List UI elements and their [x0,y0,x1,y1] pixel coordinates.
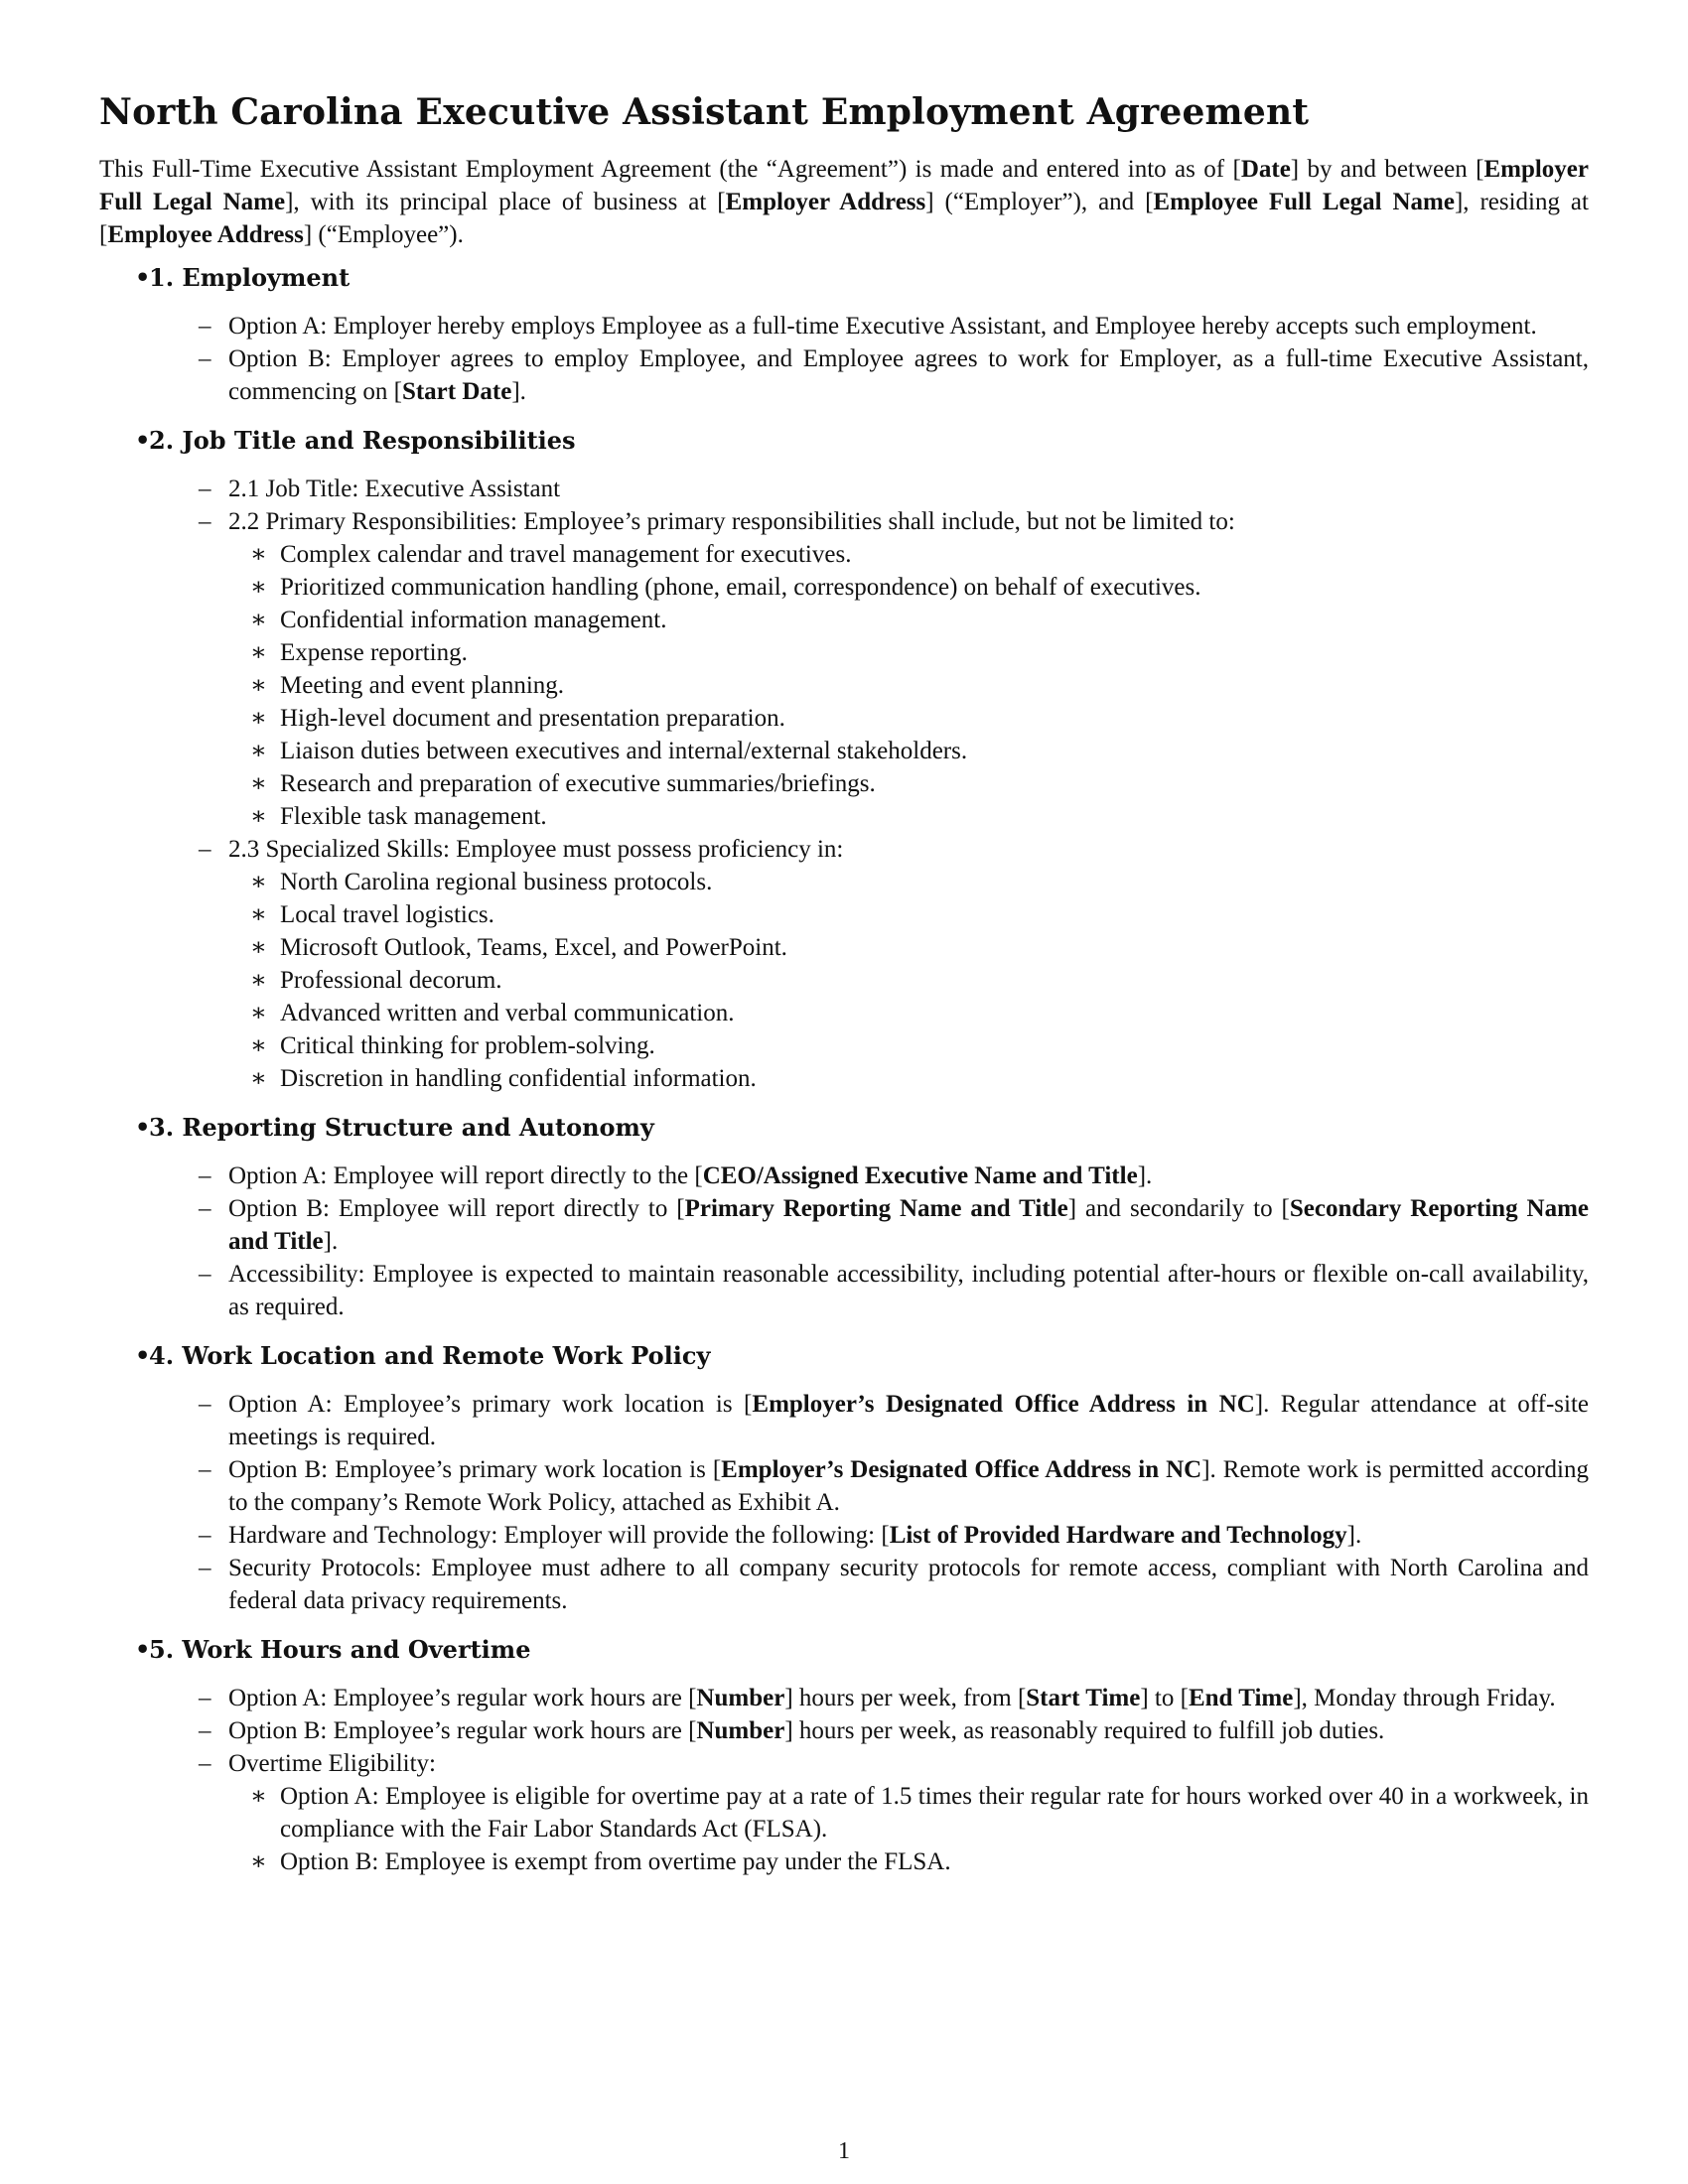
list-item [99,1682,1589,1714]
item-text: Hardware and Technology: Employer will provide the following: [ [228,1522,890,1549]
intro-paragraph [99,153,1589,251]
list-item [99,1747,1589,1780]
placeholder-executive: CEO/Assigned Executive Name and Title [702,1162,1138,1189]
item-text: Option A: Employee’s regular work hours are [ [228,1685,697,1711]
sub-item-text: Flexible task management. [280,803,547,830]
dash-icon: – [199,1555,211,1581]
dash-icon: – [199,1261,211,1288]
item-text: ] to [ [1140,1685,1189,1711]
placeholder-start-date: Start Date [401,378,512,405]
dash-icon: – [199,1717,211,1744]
sub-item-text: Expense reporting. [280,639,468,666]
section-job-title [99,424,1589,1095]
bullet-icon: • [135,1341,151,1370]
sub-item-text: Liaison duties between executives and internal/external stakeholders. [280,738,968,764]
asterisk-icon: ∗ [250,1065,267,1092]
sub-item-text: Confidential information management. [280,607,667,633]
item-text: Option B: Employee’s primary work location is [ [228,1456,722,1483]
intro-text: ] (“Employee”). [303,221,464,248]
item-text: Accessibility: Employee is expected to maintain reasonable accessibility, including potential after-hours or flexible on-call availability, as required. [228,1261,1589,1320]
item-text: ]. [1346,1522,1362,1549]
dash-icon: – [199,1162,211,1189]
page-number: 1 [838,2138,850,2164]
sub-list-item [99,898,1589,931]
bullet-icon: • [135,426,151,455]
dash-icon: – [199,1195,211,1222]
dash-icon: – [199,1750,211,1777]
sub-list-item [99,702,1589,735]
dash-icon: – [199,1522,211,1549]
section-reporting [99,1111,1589,1323]
bullet-icon: • [135,263,151,292]
placeholder-primary-reporting: Primary Reporting Name and Title [684,1195,1068,1222]
item-text: ] and secondarily to [ [1067,1195,1290,1222]
placeholder-date: Date [1240,156,1291,183]
asterisk-icon: ∗ [250,738,267,764]
dash-icon: – [199,1456,211,1483]
placeholder-employee-address: Employee Address [107,221,304,248]
dash-icon: – [199,345,211,372]
item-text: Overtime Eligibility: [228,1750,436,1777]
section-heading [99,1111,1589,1144]
sub-item-text: Option B: Employee is exempt from overtime pay under the FLSA. [280,1848,951,1875]
item-text: Option A: Employee will report directly to the [ [228,1162,703,1189]
dash-icon: – [199,836,211,863]
placeholder-office-address: Employer’s Designated Office Address in NC [752,1391,1255,1418]
item-text: 2.1 Job Title: Executive Assistant [228,476,561,502]
placeholder-office-address: Employer’s Designated Office Address in NC [721,1456,1202,1483]
asterisk-icon: ∗ [250,1032,267,1059]
section-work-hours [99,1633,1589,1878]
list-item [99,1453,1589,1519]
sub-item-text: Complex calendar and travel management for executives. [280,541,852,568]
list-item [99,833,1589,866]
dash-icon: – [199,1685,211,1711]
sub-item-text: Critical thinking for problem-solving. [280,1032,655,1059]
intro-text: ] (“Employer”), and [ [925,189,1154,215]
section-heading-text: 3. Reporting Structure and Autonomy [149,1113,654,1142]
skills-list [99,866,1589,1095]
asterisk-icon: ∗ [250,705,267,732]
list-item [99,473,1589,505]
dash-icon: – [199,313,211,340]
sub-list-item [99,1780,1589,1845]
item-text: ]. Remote work is permitted according to the company’s Remote Work Policy, attached as Exhibit A. [228,1456,1589,1516]
list-item [99,1192,1589,1258]
asterisk-icon: ∗ [250,1848,267,1875]
section-heading-text: 4. Work Location and Remote Work Policy [149,1341,711,1370]
list-item [99,505,1589,538]
section-heading-text: 5. Work Hours and Overtime [149,1635,531,1664]
item-text: Option B: Employee will report directly to [ [228,1195,685,1222]
asterisk-icon: ∗ [250,967,267,994]
responsibilities-list [99,538,1589,833]
intro-text: ], with its principal place of business at [ [285,189,726,215]
item-text: ], Monday through Friday. [1293,1685,1556,1711]
item-text: ]. [1137,1162,1153,1189]
sub-list-item [99,636,1589,669]
asterisk-icon: ∗ [250,1000,267,1026]
list-item [99,310,1589,342]
asterisk-icon: ∗ [250,607,267,633]
item-text: 2.3 Specialized Skills: Employee must possess proficiency in: [228,836,844,863]
section-heading [99,261,1589,294]
sub-item-text: Meeting and event planning. [280,672,565,699]
sub-item-text: Local travel logistics. [280,901,494,928]
asterisk-icon: ∗ [250,574,267,601]
sub-item-text: Research and preparation of executive summaries/briefings. [280,770,876,797]
section-heading [99,1633,1589,1666]
section-heading-text: 1. Employment [149,263,351,292]
sub-list-item [99,604,1589,636]
document-title: North Carolina Executive Assistant Employment Agreement [99,91,1310,133]
list-item [99,1552,1589,1617]
section-employment [99,261,1589,408]
sub-list-item [99,1029,1589,1062]
asterisk-icon: ∗ [250,803,267,830]
sub-list-item [99,1845,1589,1878]
document-page [99,85,1589,1894]
overtime-list [99,1780,1589,1878]
placeholder-employee-name: Employee Full Legal Name [1153,189,1455,215]
list-item [99,1714,1589,1747]
item-text: ]. Regular attendance at off-site meetings is required. [228,1391,1589,1450]
list-item [99,1160,1589,1192]
sub-list-item [99,866,1589,898]
placeholder-employer-name: Employer Full Legal Name [99,156,1589,215]
sub-list-item [99,964,1589,997]
placeholder-number: Number [696,1717,785,1744]
intro-text: ], residing at [ [99,189,1589,248]
section-heading-text: 2. Job Title and Responsibilities [149,426,576,455]
placeholder-hardware-list: List of Provided Hardware and Technology [889,1522,1347,1549]
section-heading [99,424,1589,457]
asterisk-icon: ∗ [250,1783,267,1810]
asterisk-icon: ∗ [250,934,267,961]
dash-icon: – [199,476,211,502]
asterisk-icon: ∗ [250,541,267,568]
item-text: Option A: Employer hereby employs Employee as a full-time Executive Assistant, and Employee hereby accepts such employment. [228,313,1537,340]
sub-list-item [99,767,1589,800]
placeholder-secondary-reporting: Secondary Reporting Name and Title [228,1195,1589,1255]
sub-list-item [99,800,1589,833]
section-work-location [99,1339,1589,1617]
section-heading [99,1339,1589,1372]
placeholder-employer-address: Employer Address [725,189,926,215]
list-item [99,342,1589,408]
item-text: Option B: Employee’s regular work hours are [ [228,1717,697,1744]
sub-list-item [99,669,1589,702]
item-text: ]. [323,1228,339,1255]
sub-item-text: Discretion in handling confidential information. [280,1065,757,1092]
sub-list-item [99,571,1589,604]
item-text: ] hours per week, from [ [784,1685,1027,1711]
sub-item-text: Prioritized communication handling (phone, email, correspondence) on behalf of executives. [280,574,1201,601]
dash-icon: – [199,1391,211,1418]
sub-item-text: Professional decorum. [280,967,502,994]
list-item [99,1388,1589,1453]
sub-item-text: Microsoft Outlook, Teams, Excel, and PowerPoint. [280,934,787,961]
intro-text: This Full-Time Executive Assistant Employment Agreement (the “Agreement”) is made and entered into as of [ [99,156,1241,183]
item-text: Option B: Employer agrees to employ Employee, and Employee agrees to work for Employer, as a full-time Executive Assistant, commencing on [ [228,345,1589,405]
list-item [99,1258,1589,1323]
dash-icon: – [199,508,211,535]
asterisk-icon: ∗ [250,639,267,666]
placeholder-number: Number [696,1685,785,1711]
item-text: 2.2 Primary Responsibilities: Employee’s primary responsibilities shall include, but not be limited to: [228,508,1235,535]
sub-item-text: Option A: Employee is eligible for overtime pay at a rate of 1.5 times their regular rate for hours worked over 40 in a workweek, in compliance with the Fair Labor Standards Act (FLSA). [280,1783,1589,1843]
item-text: Option A: Employee’s primary work location is [ [228,1391,753,1418]
bullet-icon: • [135,1113,151,1142]
asterisk-icon: ∗ [250,770,267,797]
list-item [99,1519,1589,1552]
intro-text: ] by and between [ [1290,156,1484,183]
item-text: Security Protocols: Employee must adhere to all company security protocols for remote access, compliant with North Carolina and federal data privacy requirements. [228,1555,1589,1614]
sub-item-text: North Carolina regional business protocols. [280,869,713,895]
sub-list-item [99,931,1589,964]
bullet-icon: • [135,1635,151,1664]
sub-list-item [99,538,1589,571]
item-text: ]. [511,378,526,405]
sub-list-item [99,1062,1589,1095]
sub-item-text: Advanced written and verbal communication. [280,1000,735,1026]
placeholder-end-time: End Time [1188,1685,1294,1711]
item-text: ] hours per week, as reasonably required to fulfill job duties. [784,1717,1385,1744]
sub-list-item [99,997,1589,1029]
asterisk-icon: ∗ [250,901,267,928]
placeholder-start-time: Start Time [1026,1685,1141,1711]
sub-list-item [99,735,1589,767]
asterisk-icon: ∗ [250,672,267,699]
sub-item-text: High-level document and presentation preparation. [280,705,785,732]
asterisk-icon: ∗ [250,869,267,895]
